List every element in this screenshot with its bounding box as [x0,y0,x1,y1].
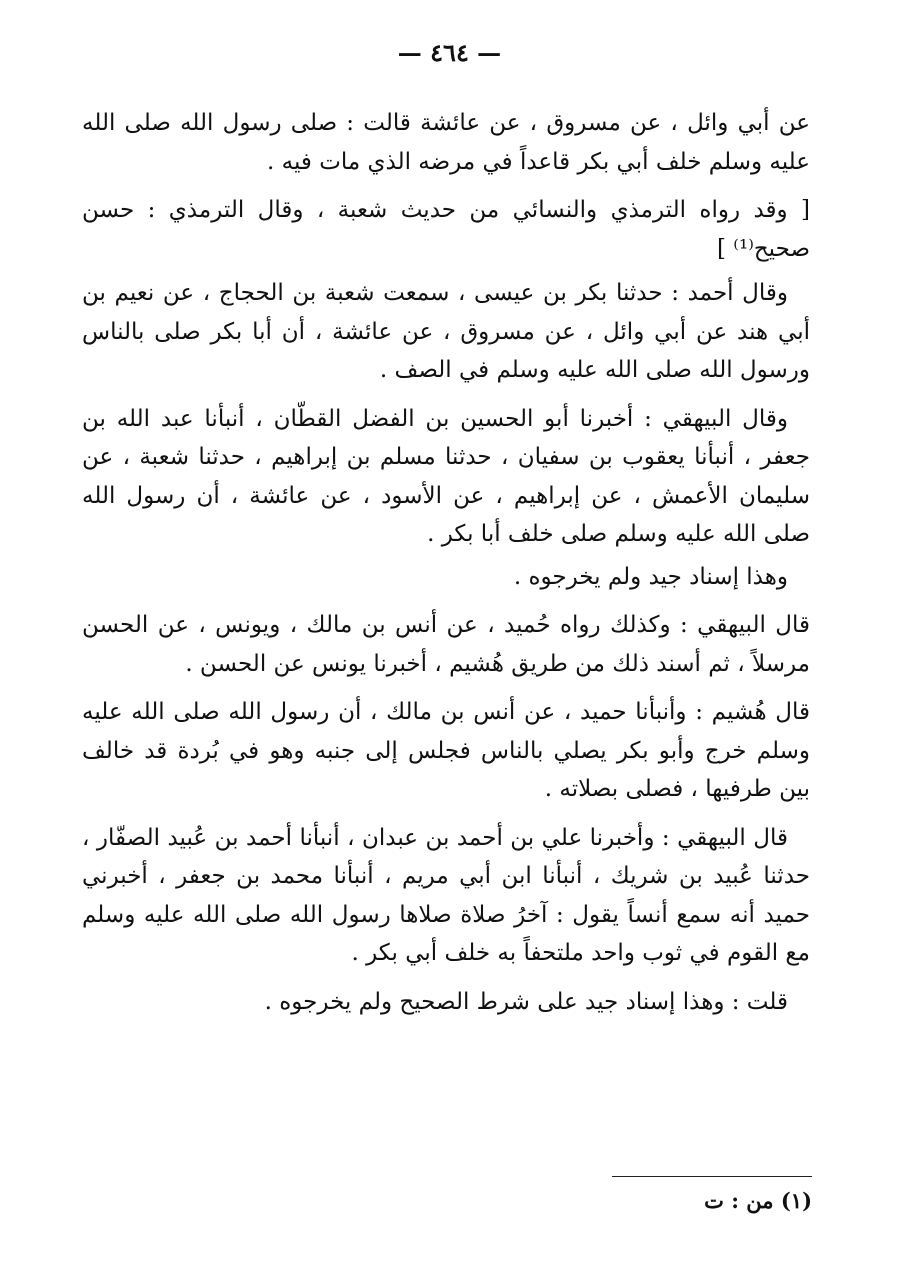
paragraph-bayhaqi-narration-3: قال البيهقي : وأخبرنا علي بن أحمد بن عبدان ، أنبأنا أحمد بن عُبيد الصفّار ، حدثنا عُبيد بن شريك ، أنبأنا ابن أبي مريم ، أنبأنا محمد بن جعفر ، أخبرني حميد أنه سمع أنساً يقول : آخرُ صلاة صلاها رسول الله صلى الله عليه وسلم مع القوم في ثوب واحد ملتحفاً به خلف أبي بكر . [82,824,810,966]
page-number: — ٤٦٤ — [397,38,502,67]
paragraph-ahmad-narration: وقال أحمد : حدثنا بكر بن عيسى ، سمعت شعبة بن الحجاج ، عن نعيم بن أبي هند عن أبي وائل ، عن مسروق ، عن عائشة ، أن أبا بكر صلى بالناس ورسول الله صلى الله عليه وسلم في الصف . [82,280,810,383]
paragraph-bayhaqi-narration-2: قال البيهقي : وكذلك رواه حُميد ، عن أنس بن مالك ، ويونس ، عن الحسن مرسلاً ، ثم أسند ذلك من طريق هُشيم ، أخبرنا يونس عن الحسن . [82,612,810,677]
paragraph-isnad-comment-2: قلت : وهذا إسناد جيد على شرط الصحيح ولم يخرجوه . [264,988,788,1015]
body-text [82,104,810,1031]
paragraph-hadith-aisha-prayer: عن أبي وائل ، عن مسروق ، عن عائشة قالت : صلى رسول الله صلى الله عليه وسلم خلف أبي بكر قاعداً في مرضه الذي مات فيه . [82,110,810,175]
footnote: (١) من : ت [704,1188,812,1213]
paragraph-isnad-comment-1: وهذا إسناد جيد ولم يخرجوه . [513,563,788,590]
paragraph-hushaym-narration: قال هُشيم : وأنبأنا حميد ، عن أنس بن مالك ، أن رسول الله صلى الله عليه وسلم خرج وأبو بكر يصلي بالناس فجلس إلى جنبه وهو في بُردة قد خالف بين طرفيها ، فصلى بصلاته . [82,699,810,802]
paragraph-bayhaqi-narration-1: وقال البيهقي : أخبرنا أبو الحسين بن الفضل القطّان ، أنبأنا عبد الله بن جعفر ، أنبأنا يعقوب بن سفيان ، حدثنا مسلم بن إبراهيم ، حدثنا شعبة ، عن سليمان الأعمش ، عن إبراهيم ، عن الأسود ، عن عائشة ، أن رسول الله صلى الله عليه وسلم صلى خلف أبا بكر . [82,405,810,547]
paragraph-tirmidhi-note: [ وقد رواه الترمذي والنسائي من حديث شعبة ، وقال الترمذي : حسن صحيح⁽¹⁾ ] [82,197,810,262]
footnote-divider [612,1176,812,1177]
